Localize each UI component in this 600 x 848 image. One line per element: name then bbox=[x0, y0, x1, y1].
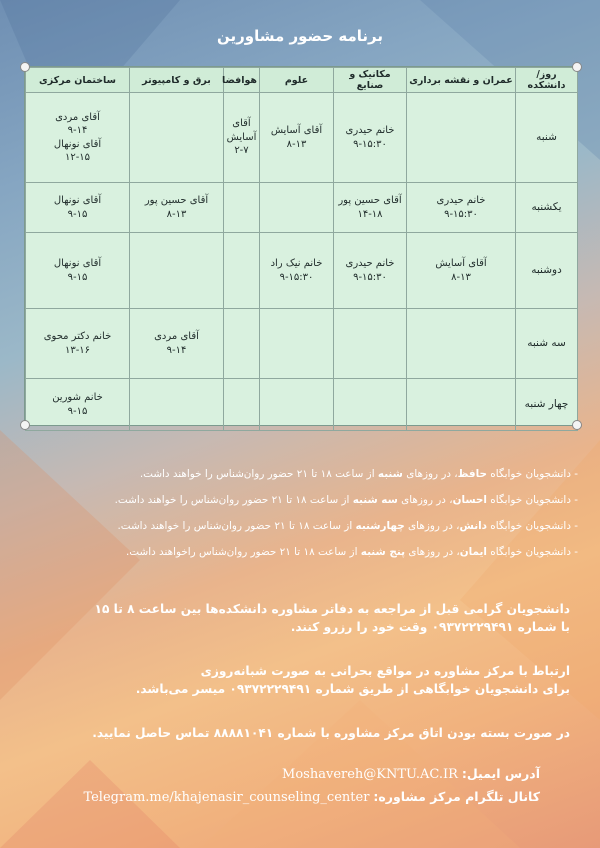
crisis-info bbox=[30, 662, 570, 698]
schedule-cell bbox=[224, 379, 260, 431]
schedule-cell bbox=[260, 379, 334, 431]
cell-text: آقای حسین پور bbox=[144, 195, 209, 206]
schedule-cell bbox=[130, 309, 224, 379]
day-cell: شنبه bbox=[516, 93, 578, 183]
schedule-cell bbox=[26, 183, 130, 233]
cell-text: خانم نیک راد bbox=[270, 258, 323, 269]
schedule-cell bbox=[130, 233, 224, 309]
cell-text: ۹-۱۵:۳۰ bbox=[353, 271, 387, 283]
cell-text: ۹-۱۵ bbox=[67, 208, 88, 220]
cell-text: ۸-۱۳ bbox=[286, 138, 307, 150]
cell-text: ۹-۱۵:۳۰ bbox=[279, 271, 314, 283]
cell-text: ۱۳-۱۶ bbox=[64, 344, 91, 356]
email-label: آدرس ایمیل: bbox=[461, 766, 540, 781]
info-line: دانشجویان گرامی قبل از مراجعه به دفاتر مشاوره دانشکده‌ها بین ساعت ۸ تا ۱۵ bbox=[94, 602, 570, 616]
schedule-cell bbox=[26, 233, 130, 309]
day-cell: یکشنبه bbox=[516, 183, 578, 233]
schedule-body bbox=[26, 93, 578, 431]
table-row bbox=[26, 379, 578, 431]
cell-text: آقای نونهال bbox=[53, 138, 102, 150]
table-row bbox=[26, 183, 578, 233]
schedule-cell bbox=[260, 233, 334, 309]
header-aerospace: هوافضا bbox=[224, 68, 260, 93]
cell-text: ۹-۱۴ bbox=[166, 344, 187, 356]
table-row bbox=[26, 309, 578, 379]
phone-info bbox=[30, 724, 570, 742]
dorm-notes bbox=[18, 461, 578, 565]
cell-text: ۱۲-۱۵ bbox=[64, 152, 91, 163]
cell-text: ۸-۱۳ bbox=[166, 208, 187, 220]
schedule-cell bbox=[130, 183, 224, 233]
day-cell: دوشنبه bbox=[516, 233, 578, 309]
email-line bbox=[282, 766, 540, 782]
schedule-cell bbox=[26, 309, 130, 379]
schedule-cell bbox=[260, 93, 334, 183]
telegram-line bbox=[83, 789, 540, 805]
info-line: در صورت بسته بودن اتاق مرکز مشاوره با شماره ۸۸۸۸۱۰۴۱ تماس حاصل نمایید. bbox=[92, 726, 570, 740]
schedule-cell bbox=[407, 233, 516, 309]
cell-text: ۸-۱۳ bbox=[451, 271, 471, 283]
info-line: برای دانشجویان خوابگاهی از طریق شماره ۰۹۳۷۲۲۲۹۴۹۱ میسر می‌باشد. bbox=[135, 682, 570, 696]
schedule-cell bbox=[334, 379, 407, 431]
cell-text: ۱۴-۱۸ bbox=[357, 208, 383, 220]
telegram-label: کانال تلگرام مرکز مشاوره: bbox=[373, 789, 540, 804]
header-electrical: برق و کامپیوتر bbox=[130, 68, 224, 93]
cell-text: خانم شورین bbox=[52, 392, 103, 403]
cell-text: آقای حسین پور bbox=[338, 195, 402, 206]
table-row bbox=[26, 233, 578, 309]
pin-top-left bbox=[20, 62, 30, 72]
cell-text: خانم دکتر محوی bbox=[43, 331, 112, 342]
cell-text: ۹-۱۵ bbox=[67, 271, 88, 283]
day-cell: چهار شنبه bbox=[516, 379, 578, 431]
schedule-cell bbox=[224, 93, 260, 183]
schedule-cell bbox=[334, 93, 407, 183]
schedule-cell bbox=[260, 183, 334, 233]
note-line: - دانشجویان خوابگاه احسان، در روزهای سه شنبه از ساعت ۱۸ تا ۲۱ حضور روان‌شناس را خواهند داشت. bbox=[114, 494, 578, 506]
schedule-cell bbox=[407, 93, 516, 183]
table-header-row bbox=[26, 68, 578, 93]
cell-text: ۲-۷ bbox=[234, 145, 249, 157]
schedule-cell bbox=[224, 183, 260, 233]
header-day: روز/دانشکده bbox=[516, 68, 578, 93]
cell-text: آقای آسایش bbox=[435, 258, 487, 269]
header-civil: عمران و نقشه برداری bbox=[407, 68, 516, 93]
pin-bottom-right bbox=[572, 420, 582, 430]
cell-text: آقای مردی bbox=[154, 331, 199, 342]
cell-text: خانم حیدری bbox=[345, 258, 395, 269]
pin-bottom-left bbox=[20, 420, 30, 430]
schedule-cell bbox=[224, 233, 260, 309]
cell-text: آقای مردی bbox=[55, 111, 100, 123]
schedule-cell bbox=[407, 309, 516, 379]
schedule-cell bbox=[334, 309, 407, 379]
pin-top-right bbox=[572, 62, 582, 72]
info-line: ارتباط با مرکز مشاوره در مواقع بحرانی به صورت شبانه‌روزی bbox=[200, 664, 570, 678]
note-line: - دانشجویان خوابگاه ایمان، در روزهای پنج شنبه از ساعت ۱۸ تا ۲۱ حضور روان‌شناس راخواهند داشت. bbox=[126, 546, 578, 558]
schedule-cell bbox=[26, 93, 130, 183]
schedule-cell bbox=[407, 379, 516, 431]
header-science: علوم bbox=[260, 68, 334, 93]
email-link[interactable]: Moshavereh@KNTU.AC.IR bbox=[282, 767, 458, 782]
header-mechanical: مکانیک و صنایع bbox=[334, 68, 407, 93]
cell-text: ۹-۱۴ bbox=[67, 125, 88, 136]
cell-text: خانم حیدری bbox=[345, 125, 395, 136]
schedule-cell bbox=[334, 233, 407, 309]
info-line: با شماره ۰۹۳۷۲۲۲۹۴۹۱ وقت خود را رزرو کنند. bbox=[290, 620, 570, 634]
cell-text: ۹-۱۵ bbox=[67, 405, 88, 417]
note-line: - دانشجویان خوابگاه دانش، در روزهای چهارشنبه از ساعت ۱۸ تا ۲۱ حضور روان‌شناس را خواهند داشت. bbox=[117, 520, 578, 532]
schedule-cell bbox=[130, 93, 224, 183]
cell-text: آسایش bbox=[226, 131, 257, 143]
cell-text: آقای bbox=[232, 118, 251, 130]
reservation-info bbox=[30, 600, 570, 636]
cell-text: ۹-۱۵:۳۰ bbox=[353, 138, 387, 150]
schedule-cell bbox=[224, 309, 260, 379]
cell-text: خانم حیدری bbox=[436, 195, 486, 206]
schedule-cell bbox=[26, 379, 130, 431]
header-central: ساختمان مرکزی bbox=[26, 68, 130, 93]
day-cell: سه شنبه bbox=[516, 309, 578, 379]
schedule-cell bbox=[260, 309, 334, 379]
cell-text: آقای آسایش bbox=[270, 125, 323, 136]
cell-text: ۹-۱۵:۳۰ bbox=[444, 208, 478, 220]
cell-text: آقای نونهال bbox=[53, 195, 102, 206]
page-title: برنامه حضور مشاورین bbox=[217, 27, 383, 45]
schedule-cell bbox=[334, 183, 407, 233]
table-row bbox=[26, 93, 578, 183]
telegram-link[interactable]: Telegram.me/khajenasir_counseling_center bbox=[83, 790, 370, 805]
schedule-cell bbox=[407, 183, 516, 233]
note-line: - دانشجویان خوابگاه حافظ، در روزهای شنبه از ساعت ۱۸ تا ۲۱ حضور روان‌شناس را خواهند داشت. bbox=[139, 468, 578, 480]
schedule-cell bbox=[130, 379, 224, 431]
cell-text: آقای نونهال bbox=[53, 258, 102, 269]
schedule-table bbox=[24, 66, 578, 426]
